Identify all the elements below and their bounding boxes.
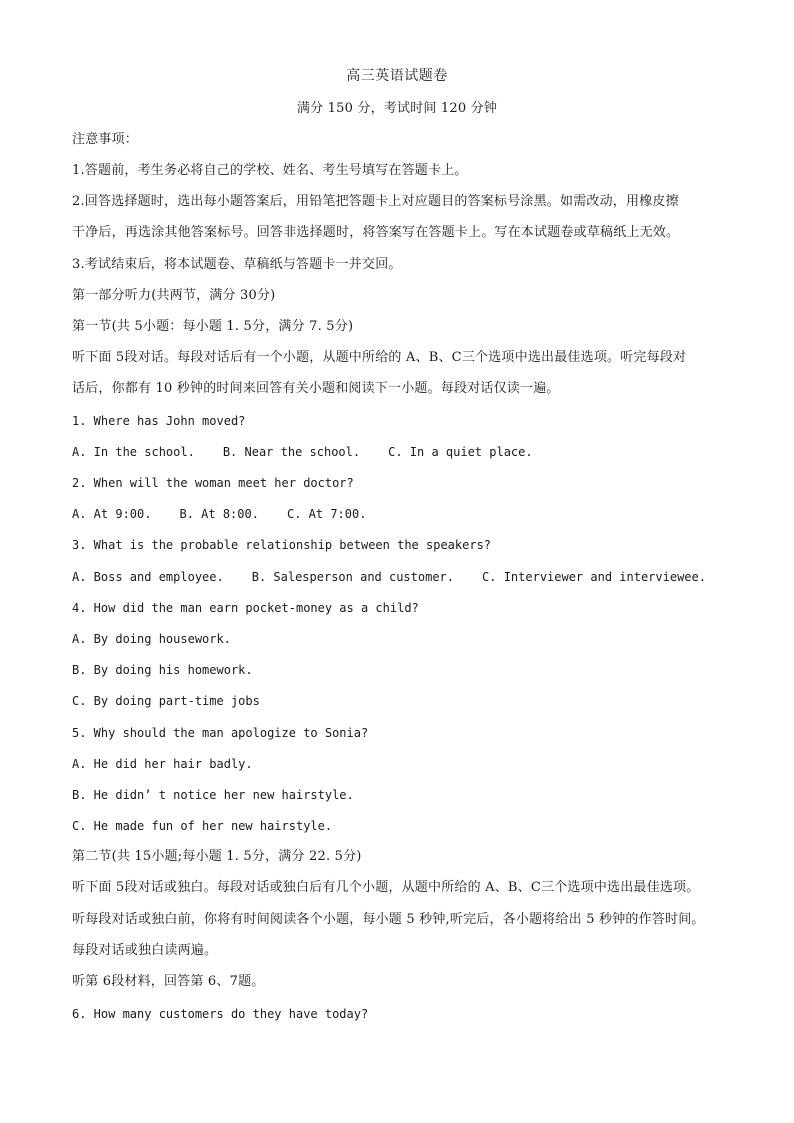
notice-item: 2.回答选择题时，选出每小题答案后，用铅笔把答题卡上对应题目的答案标号涂黑。如需改动，用橡皮擦 [72, 194, 679, 209]
section1-instructions: 听下面 5段对话。每段对话后有一个小题，从题中所给的 A、B、C三个选项中选出最佳选项。听完每段对 [72, 350, 687, 365]
option-a: A. At 9:00. [72, 507, 152, 521]
question-stem: 5. Why should the man apologize to Sonia? [72, 726, 369, 740]
question-options-row [72, 569, 706, 585]
option-b: B. Near the school. [222, 445, 361, 459]
option-c: C. In a quiet place. [388, 445, 533, 459]
notice-item: 干净后，再选涂其他答案标号。回答非选择题时，将答案写在答题卡上。写在本试题卷或草稿纸上无效。 [72, 225, 680, 240]
section2-instructions: 听下面 5段对话或独白。每段对话或独白后有几个小题，从题中所给的 A、B、C三个选项中选出最佳选项。 [72, 880, 700, 895]
section2-heading: 第二节(共 15小题;每小题 1. 5分，满分 22. 5分) [72, 849, 362, 864]
option-b: B. At 8:00. [179, 507, 259, 521]
option-a: A. In the school. [72, 445, 195, 459]
option-a: A. He did her hair badly. [72, 757, 253, 771]
option-b: B. By doing his homework. [72, 663, 253, 677]
option-a: A. By doing housework. [72, 632, 231, 646]
section2-instructions: 听每段对话或独白前，你将有时间阅读各个小题，每小题 5 秒钟,听完后，各小题将给出 5 秒钟的作答时间。 [72, 912, 705, 927]
notice-item: 1.答题前，考生务必将自己的学校、姓名、考生号填写在答题卡上。 [72, 163, 468, 178]
part1-heading: 第一部分听力(共两节，满分 30分) [72, 288, 276, 303]
question-stem: 4. How did the man earn pocket-money as a child? [72, 601, 419, 615]
material-intro: 听第 6段材料，回答第 6、7题。 [72, 974, 265, 989]
option-c: C. Interviewer and interviewee. [482, 570, 706, 584]
notice-heading: 注意事项： [72, 132, 139, 147]
option-b: B. Salesperson and customer. [251, 570, 455, 584]
option-a: A. Boss and employee. [72, 570, 224, 584]
notice-item: 3.考试结束后，将本试题卷、草稿纸与答题卡一并交回。 [72, 257, 402, 272]
option-b: B. He didn’ t notice her new hairstyle. [72, 788, 354, 802]
question-stem: 3. What is the probable relationship between the speakers? [72, 538, 492, 552]
option-c: C. At 7:00. [286, 507, 367, 521]
section2-instructions: 每段对话或独白读两遍。 [72, 943, 218, 958]
option-c: C. By doing part-time jobs [72, 694, 260, 708]
question-stem: 1. Where has John moved? [72, 414, 246, 428]
option-c: C. He made fun of her new hairstyle. [72, 819, 333, 833]
question-stem: 2. When will the woman meet her doctor? [72, 476, 354, 490]
question-options-row [72, 506, 366, 522]
question-stem: 6. How many customers do they have today? [72, 1007, 369, 1021]
question-options-row [72, 444, 533, 460]
section1-instructions: 话后，你都有 10 秒钟的时间来回答有关小题和阅读下一小题。每段对话仅读一遍。 [72, 381, 560, 396]
exam-title: 高三英语试题卷 [346, 68, 448, 84]
section1-heading: 第一节(共 5小题：每小题 1. 5分，满分 7. 5分) [72, 319, 354, 334]
exam-subtitle: 满分 150 分，考试时间 120 分钟 [296, 101, 498, 116]
